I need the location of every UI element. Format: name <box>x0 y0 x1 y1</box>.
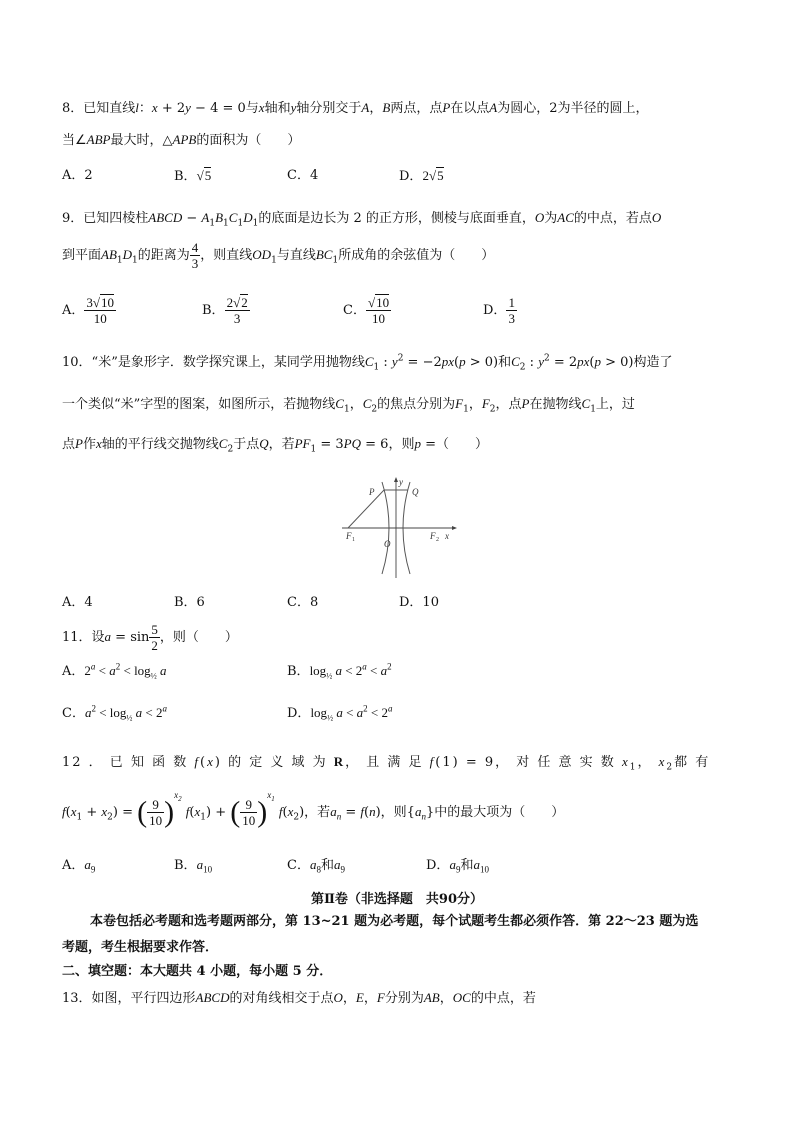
label-x: x <box>445 531 449 541</box>
q10-option-d[interactable]: D．10 <box>399 595 439 610</box>
q9-option-c[interactable]: C． $\frac{√10}{10}$ <box>343 295 390 326</box>
q8-option-c[interactable]: C．4 <box>287 168 319 183</box>
q9-option-a[interactable]: A． $\frac{3√10}{10}$ <box>62 295 115 326</box>
q10-options <box>62 592 742 616</box>
label-y: y <box>399 477 403 487</box>
label-f1: F <box>346 531 352 541</box>
q9-line1: 9．已知四棱柱ABCD − $A_1B_1C_1D_1$的底面是边长为 2 的正方形，侧棱与底面垂直，O为AC的中点，若点O <box>62 210 662 229</box>
q12-line2: $f(x_1 + x_2)$ = ( $\frac{9}{10}$ )$^{x_2}$ $f(x_1)$ + ( $\frac{9}{10}$ )$^{x_1}$ $f(x_2)$，若$a_n = f(n)$，则$\{a_n\}$中的最大项为（ ） <box>62 790 565 829</box>
part2-title: 第Ⅱ卷（非选择题 共90分） <box>310 892 484 907</box>
label-f2-sub: 2 <box>436 537 439 543</box>
label-o: O <box>384 539 391 549</box>
q9-line2: 到平面$AB_1D_1$的距离为 $\frac{4}{3}$ ，则直线$OD_1$与直线$BC_1$所成角的余弦值为（ ） <box>62 240 495 271</box>
q10-option-a[interactable]: A．4 <box>62 595 93 610</box>
q12-options <box>62 854 742 878</box>
q8-option-d[interactable]: D．2√5 <box>399 168 444 184</box>
q11-options-row1 <box>62 660 742 688</box>
q8-line1: 8．已知直线l：x + 2y − 4 = 0与x轴和y轴分别交于A，B两点，点P在以点A为圆心，2为半径的圆上， <box>62 100 649 116</box>
x-axis-arrow <box>452 526 457 530</box>
q12-option-a[interactable]: A．$a_9$ <box>62 857 96 875</box>
segment-pf1 <box>348 490 384 528</box>
q12-line1: 12 ． 已 知 函 数 f(x) 的 定 义 域 为 R， 且 满 足 f(1) = 9， 对 任 意 实 数 $x_1$， $x_2$都 有 <box>62 754 711 773</box>
q10-option-c[interactable]: C．8 <box>287 595 319 610</box>
q12-option-d[interactable]: D．$a_9$和$a_{10}$ <box>426 857 489 875</box>
q11-options-row2 <box>62 702 742 730</box>
q11-option-b[interactable]: B．$\log_{\frac{1}{2}} a < 2^a < a^2$ <box>287 661 392 681</box>
q13-line1: 13．如图，平行四边形ABCD的对角线相交于点O，E，F分别为AB，OC的中点，若 <box>62 990 536 1006</box>
q10-line2: 一个类似“米”字型的图案，如图所示，若抛物线$C_1$，$C_2$的焦点分别为$F_1$，$F_2$，点P在抛物线$C_1$上，过 <box>62 396 635 415</box>
q8-line2: 当∠ABP最大时，△APB的面积为（ ） <box>62 132 301 148</box>
section-heading: 二、填空题：本大题共 4 小题，每小题 5 分． <box>62 964 333 979</box>
q11-line1: 11．设a = sin $\frac{5}{2}$ ，则（ ） <box>62 622 238 653</box>
part2-intro-line2: 考题，考生根据要求作答． <box>62 940 219 955</box>
q12-option-b[interactable]: B．$a_{10}$ <box>174 857 213 875</box>
q8-option-a[interactable]: A．2 <box>62 168 93 183</box>
label-f2: F <box>430 531 436 541</box>
q11-option-a[interactable]: A．$2^a < a^2 < \log_{\frac{1}{2}} a$ <box>62 661 167 681</box>
q11-option-c[interactable]: C．$a^2 < \log_{\frac{1}{2}} a < 2^a$ <box>62 703 167 723</box>
q8-option-b[interactable]: B．√5 <box>174 168 212 184</box>
q10-line3: 点P作x轴的平行线交抛物线$C_2$于点Q，若$PF_1 = 3PQ = 6$，则p =（ ） <box>62 436 489 455</box>
q10-option-b[interactable]: B．6 <box>174 595 205 610</box>
q12-option-c[interactable]: C．$a_8$和$a_9$ <box>287 857 345 875</box>
q9-option-b[interactable]: B． $\frac{2√2}{3}$ <box>202 295 248 326</box>
label-f1-sub: 1 <box>352 537 355 543</box>
q10-line1: 10．“米”是象形字．数学探究课上，某同学用抛物线$C_1$ : $y^2 = -2px(p > 0)$和$C_2$ : $y^2 = 2px(p > 0)$构造了 <box>62 353 673 373</box>
part2-intro-line1: 本卷包括必考题和选考题两部分，第 13~21 题为必考题，每个试题考生都必须作答．第 22～23 题为选 <box>90 914 699 929</box>
q11-option-d[interactable]: D．$\log_{\frac{1}{2}} a < a^2 < 2^a$ <box>287 703 393 723</box>
y-axis-arrow <box>394 477 398 482</box>
label-q: Q <box>412 487 419 497</box>
q8-options <box>62 165 742 189</box>
label-p: P <box>369 487 375 497</box>
q10-figure <box>338 476 458 582</box>
q9-options <box>62 292 742 332</box>
q9-option-d[interactable]: D． $\frac{1}{3}$ <box>483 295 515 326</box>
